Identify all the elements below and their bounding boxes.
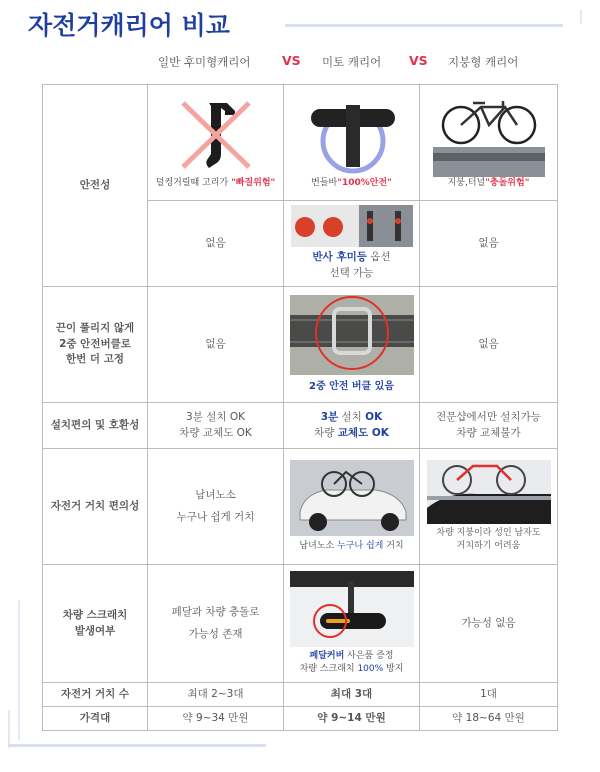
cell-price-roof: 약 18~64 만원: [420, 707, 558, 731]
cell-buckle-rear: 없음: [148, 287, 284, 403]
pedal-cover-image: [290, 571, 414, 647]
install-time: 3분: [320, 410, 339, 423]
page-title: 자전거캐리어 비교: [28, 11, 230, 40]
cell-install-mito: [284, 403, 420, 449]
cell-buckle-roof: 없음: [420, 287, 558, 403]
label-count: 자전거 거치 수: [43, 683, 148, 707]
left-accent-line: [18, 600, 20, 740]
row-install: [43, 403, 558, 449]
row-scratch: [43, 565, 558, 683]
reflector-image: [291, 205, 413, 247]
roof-bike-image: [433, 95, 545, 177]
caption-text: 사은품 증정: [344, 650, 394, 661]
header-rear-carrier: 일반 후미형캐리어: [158, 55, 251, 69]
scratch-mito-line1: [310, 650, 394, 664]
buckle-image: [290, 295, 414, 375]
cell-scratch-roof: 가능성 없음: [420, 565, 558, 683]
install-ok: OK: [365, 410, 383, 423]
cell-price-rear: 약 9~34 만원: [148, 707, 284, 731]
taillight-option-text: [313, 250, 391, 266]
label-buckle-line2: 2중 안전버클로: [59, 337, 131, 350]
bottom-accent-tick: [8, 710, 10, 748]
install-rear-line1: 3분 설치 OK: [186, 410, 245, 423]
label-safety: 안전성: [43, 85, 148, 287]
label-buckle: [43, 287, 148, 403]
install-replace-ok: 교체도 OK: [337, 426, 389, 439]
label-install: 설치편의 및 호환성: [43, 403, 148, 449]
roof-mount-image: [427, 460, 551, 524]
bundle-bar-image: [297, 95, 407, 177]
label-mount: 자전거 거치 편의성: [43, 449, 148, 565]
hook-crossed-image: [173, 95, 259, 177]
caption-safety-mito: [311, 177, 392, 191]
row-buckle: [43, 287, 558, 403]
cell-scratch-rear: [148, 565, 284, 683]
comparison-table: [42, 84, 558, 731]
vs-label-1: VS: [282, 53, 301, 68]
pedal-cover-highlight: 페달커버: [309, 650, 345, 661]
cell-taillight-mito: [284, 201, 420, 287]
cell-install-rear: [148, 403, 284, 449]
install-text: 차량: [314, 426, 338, 439]
caption-safety-roof: [448, 177, 530, 191]
label-buckle-line3: 한번 더 고정: [65, 353, 125, 366]
cell-mount-mito: [284, 449, 420, 565]
cell-buckle-mito: [284, 287, 420, 403]
mount-roof-line2: 거치하기 어려움: [456, 541, 521, 551]
install-text: 설치: [338, 410, 366, 423]
taillight-option-line2: 선택 가능: [329, 267, 374, 279]
install-rear-line2: 차량 교체도 OK: [179, 426, 252, 439]
header-mito-carrier: 미토 캐리어: [322, 55, 382, 69]
taillight-highlight: 반사 후미등: [312, 251, 367, 264]
label-buckle-line1: 끈이 풀리지 않게: [55, 321, 135, 334]
column-headers: [0, 52, 600, 74]
cell-install-roof: [420, 403, 558, 449]
mount-mito-caption: [299, 540, 403, 554]
cell-count-mito: 최대 3대: [284, 683, 420, 707]
cell-count-roof: 1대: [420, 683, 558, 707]
cell-count-rear: 최대 2~3대: [148, 683, 284, 707]
vs-label-2: VS: [409, 53, 428, 68]
caption-text: 덜컹거릴때 고리가: [155, 177, 232, 188]
car-rear-bikes-image: [290, 460, 414, 536]
caption-safety-rear: [156, 177, 275, 191]
cell-taillight-rear: 없음: [148, 201, 284, 287]
label-price: 가격대: [43, 707, 148, 731]
caption-warning: "충돌위험": [485, 177, 530, 188]
mount-rear-line1: 남녀노소: [195, 488, 236, 501]
caption-text: 차량 스크래치: [299, 664, 358, 674]
caption-highlight: 누구나 쉽게: [337, 540, 384, 551]
buckle-caption: 2중 안전 버클 있음: [308, 381, 395, 392]
row-count: [43, 683, 558, 707]
row-mount: [43, 449, 558, 565]
cell-safety-roof: [420, 85, 558, 201]
label-scratch-line2: 발생여부: [74, 624, 116, 637]
caption-text: 방지: [383, 664, 404, 674]
title-divider-tick: [580, 10, 582, 24]
cell-safety-rear: [148, 85, 284, 201]
row-safety: [43, 85, 558, 201]
label-scratch: [43, 565, 148, 683]
caption-text: 남녀노소: [299, 540, 338, 551]
install-mito-line1: [284, 410, 419, 426]
cell-taillight-roof: 없음: [420, 201, 558, 287]
caption-highlight: 100%: [357, 664, 384, 674]
bottom-divider: [8, 744, 266, 747]
cell-mount-roof: [420, 449, 558, 565]
caption-text: 번들바: [311, 177, 338, 188]
install-roof-line2: 차량 교체불가: [456, 426, 521, 439]
caption-safe: "100%안전": [337, 177, 392, 188]
caption-text: 지붕,터널: [447, 177, 486, 188]
cell-price-mito: 약 9~14 만원: [284, 707, 420, 731]
caption-text: 거치: [383, 540, 404, 551]
scratch-rear-line2: 가능성 존재: [188, 627, 243, 640]
mount-roof-line1: 차량 지붕이라 성인 남자도: [436, 528, 541, 539]
scratch-rear-line1: 페달과 차량 충돌로: [171, 605, 260, 618]
caption-warning: "빠질위험": [231, 177, 276, 188]
label-scratch-line1: 차량 스크래치: [62, 608, 128, 621]
cell-safety-mito: [284, 85, 420, 201]
install-mito-line2: [284, 426, 419, 442]
row-price: [43, 707, 558, 731]
header-roof-carrier: 지붕형 캐리어: [448, 55, 519, 69]
cell-scratch-mito: [284, 565, 420, 683]
mount-rear-line2: 누구나 쉽게 거치: [176, 510, 255, 523]
scratch-mito-line2: [300, 663, 404, 677]
install-roof-line1: 전문샵에서만 설치가능: [436, 410, 541, 423]
title-divider: [285, 24, 563, 27]
taillight-rest: 옵션: [366, 251, 391, 264]
cell-mount-rear: [148, 449, 284, 565]
